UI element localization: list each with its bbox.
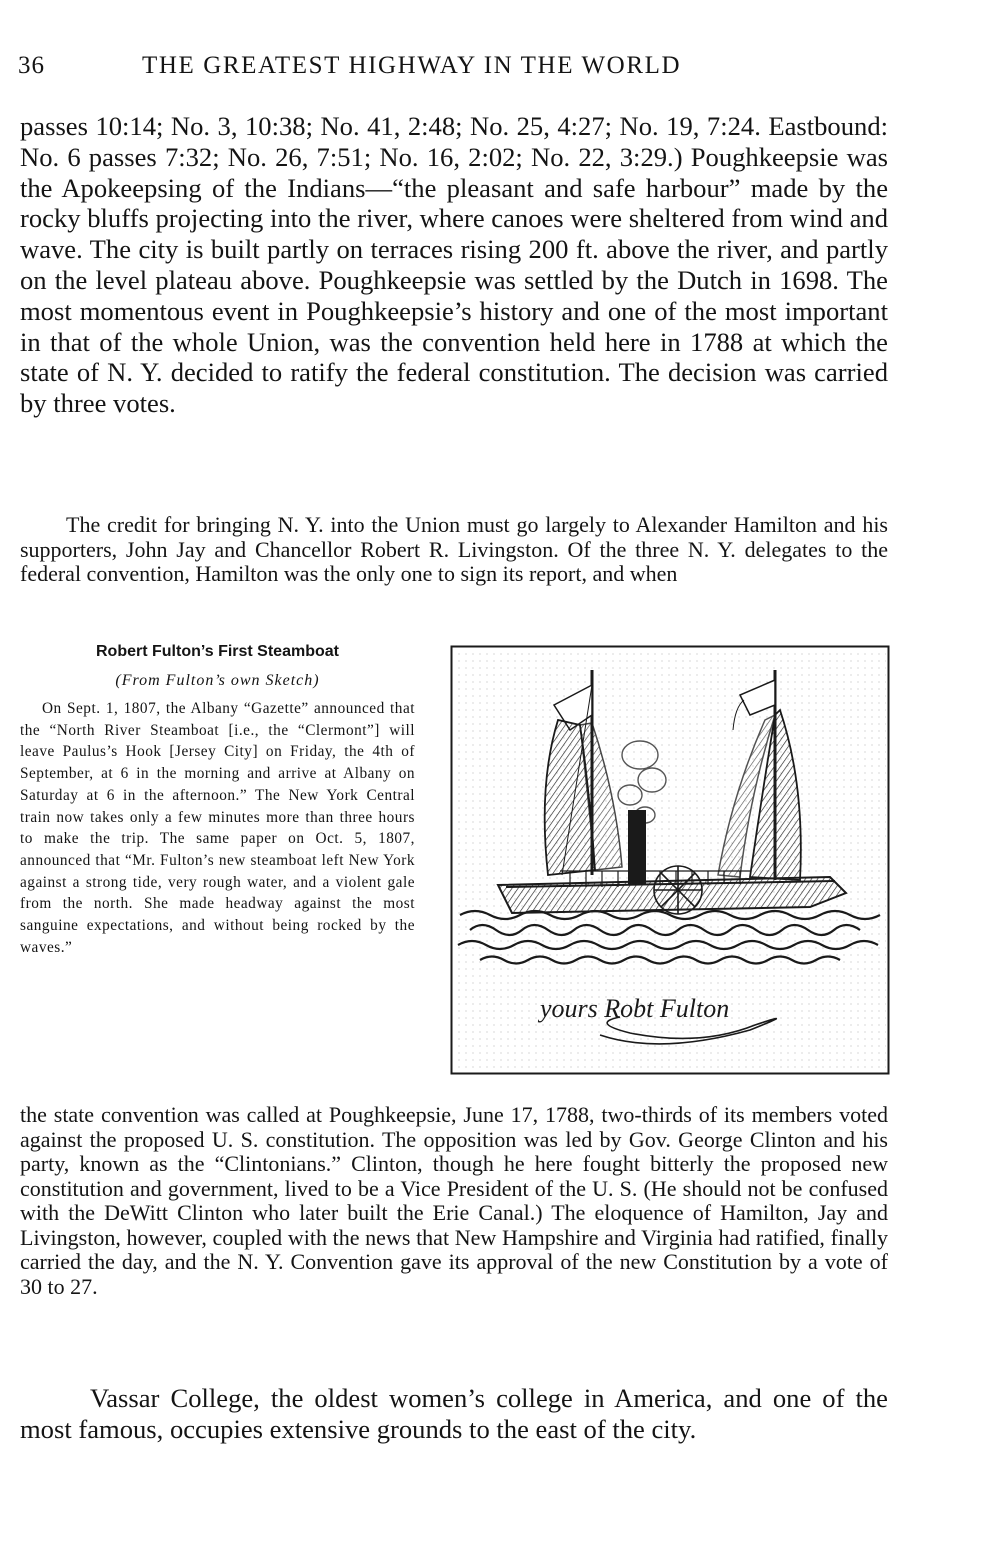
paragraph-state-convention: the state convention was called at Poughkeepsie, June 17, 1788, two-thirds of its members voted against the proposed U. S. constitution. The opposition was led by Gov. George Clinton and his party, known as the “Clintonians.” Clinton, though he here fought bitterly the proposed new constitution and government, lived to be a Vice President of the U. S. (He should not be confused with the DeWitt Clinton who later built the Erie Canal.) The eloquence of Hamilton, Jay and Livingston, however, coupled with the news that New Hampshire and Virginia had ratified, finally carried the day, and the N. Y. Convention gave its approval of the new Constitution by a vote of 30 to 27. — [20, 1102, 888, 1299]
caption-body: On Sept. 1, 1807, the Albany “Gazette” announced that the “North River Steamboat [i.e., the “Clermont”] will leave Paulus’s Hook [Jersey City] on Friday, the 4th of September, at 6 in the morning and arrive at Albany on Saturday at 6 in the afternoon.” The New York Central train now takes only a few minutes more than three hours to make the trip. The same paper on Oct. 5, 1807, announced that “Mr. Fulton’s new steamboat left New York against a strong tide, very rough water, and a violent gale from the north. She made headway against the most sanguine expectations, and without being rocked by the waves.” — [20, 700, 415, 956]
steamboat-illustration — [450, 645, 890, 1075]
signature-text: yours Robt Fulton — [540, 994, 730, 1023]
smokestack — [628, 810, 646, 885]
running-title: THE GREATEST HIGHWAY IN THE WORLD — [142, 52, 682, 79]
page-number: 36 — [18, 52, 45, 79]
paragraph-vassar-college: Vassar College, the oldest women’s college in America, and one of the most famous, occupies extensive grounds to the east of the city. — [20, 1383, 888, 1444]
caption-title: Robert Fulton’s First Steamboat — [96, 643, 339, 660]
running-header — [18, 52, 878, 88]
caption-subtitle: (From Fulton’s own Sketch) — [115, 672, 320, 689]
paragraph-poughkeepsie-history: passes 10:14; No. 3, 10:38; No. 41, 2:48; No. 25, 4:27; No. 19, 7:24. Eastbound: No. 6 passes 7:32; No. 26, 7:51; No. 16, 2:02; No. 22, 3:29.) Poughkeepsie was the Apokeepsing of the Indians—“the pleasant and safe harbour” made by the rocky bluffs projecting into the river, where canoes were sheltered from wind and wave. The city is built partly on terraces rising 200 ft. above the river, and partly on the level plateau above. Poughkeepsie was settled by the Dutch in 1698. The most momentous event in Poughkeepsie’s history and one of the most important in that of the whole Union, was the convention held here in 1788 at which the state of N. Y. decided to ratify the federal constitution. The decision was carried by three votes. — [20, 111, 888, 419]
paragraph-hamilton-credit: The credit for bringing N. Y. into the Union must go largely to Alexander Hamilton and his supporters, John Jay and Chancellor Robert R. Livingston. Of the three N. Y. delegates to the federal convention, Hamilton was the only one to sign its report, and when — [20, 512, 888, 586]
paddle-wheel — [654, 866, 702, 914]
